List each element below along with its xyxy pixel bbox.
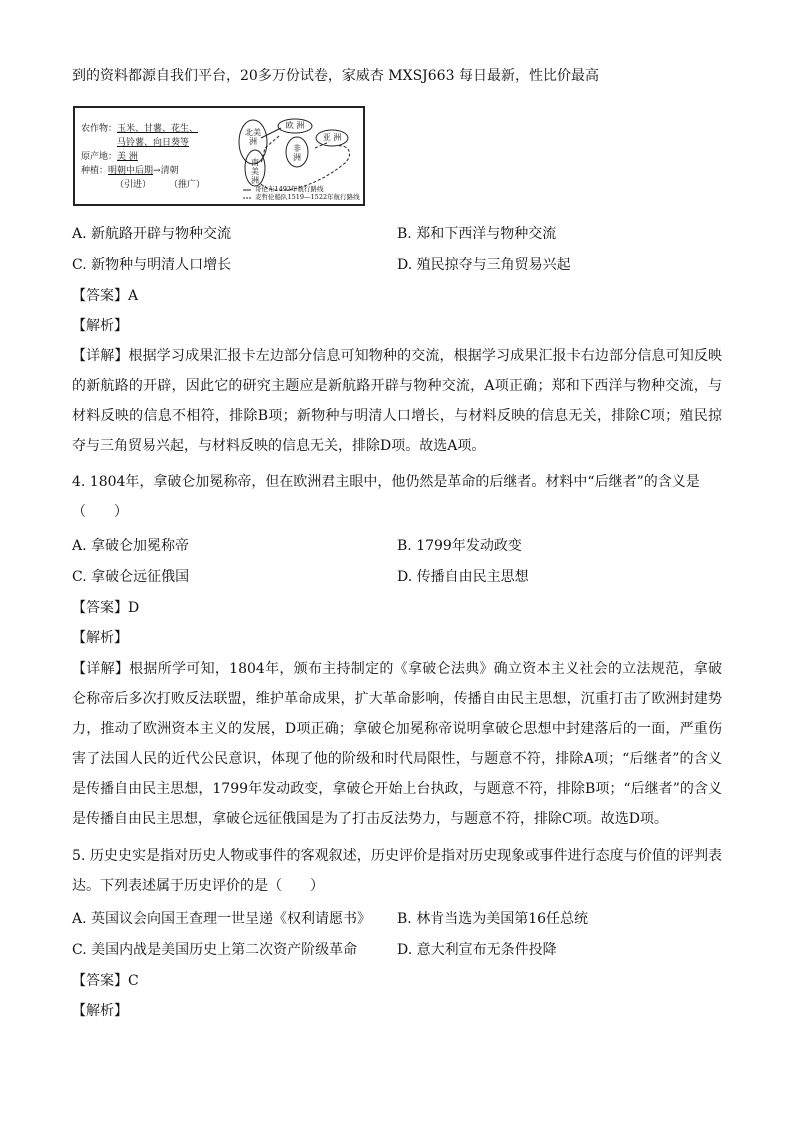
q3-option-c: C. 新物种与明清人口增长 (72, 257, 232, 273)
q5-option-a: A. 英国议会向国王查理一世呈递《权利请愿书》 (72, 911, 372, 927)
q3-option-a: A. 新航路开辟与物种交流 (72, 226, 232, 242)
node-europe: 欧 洲 (285, 121, 305, 130)
crops-line2: 马铃薯、向日葵等 (117, 138, 190, 148)
q4-option-a: A. 拿破仑加冕称帝 (72, 538, 190, 554)
q4-stem (72, 467, 722, 527)
q5-option-d: D. 意大利宣布无条件投降 (397, 942, 557, 958)
q4-analysis-label: 【解析】 (72, 630, 128, 646)
q5-analysis-label: 【解析】 (72, 1003, 128, 1019)
legend-columbus: 哥伦布1492年航行路线 (255, 185, 324, 193)
q5-option-b: B. 林肯当选为美国第16任总统 (397, 911, 589, 927)
plant-note2: （推广） (173, 180, 206, 190)
q5-option-c: C. 美国内战是美国历史上第二次资产阶级革命 (72, 942, 358, 958)
q4-option-b: B. 1799年发动政变 (397, 538, 522, 554)
q3-answer: 【答案】A (72, 288, 139, 304)
q5-answer: 【答案】C (72, 973, 139, 989)
map-legend (255, 185, 360, 201)
q4-answer: 【答案】D (72, 600, 140, 616)
node-asia: 亚 洲 (322, 133, 342, 142)
legend-magellan: 麦哲伦船队1519—1522年航行路线 (255, 193, 360, 201)
q4-stem-line2: （ ） (72, 504, 128, 520)
q3-detail: 【详解】根据学习成果汇报卡左边部分信息可知物种的交流，根据学习成果汇报卡右边部分信息可知反映的新航路的开辟，因此它的研究主题应是新航路开辟与物种交流，A项正确；郑和下西洋与物种交流，与材料反映的信息不相符，排除B项；新物种与明清人口增长，与材料反映的信息无关，排除C项；殖民掠夺与三角贸易兴起，与材料反映的信息无关，排除D项。故选A项。 (72, 348, 722, 454)
origin-label: 原产地： (81, 152, 118, 162)
header-line: 到的资料都源自我们平台，20多万份试卷，家威杏 MXSJ663 每日最新，性比价最高 (72, 68, 599, 84)
q4-option-d: D. 传播自由民主思想 (397, 569, 529, 585)
q4-detail: 【详解】根据所学可知，1804年，颁布主持制定的《拿破仑法典》确立资本主义社会的立法规范，拿破仑称帝后多次打败反法联盟，维护革命成果，扩大革命影响，传播自由民主思想，沉重打击了欧洲封建势力，推动了欧洲资本主义的发展，D项正确；拿破仑加冕称帝说明拿破仑思想中封建落后的一面，严重伤害了法国人民的近代公民意识，体现了他的阶级和时代局限性，与题意不符，排除A项；“后继者”的含义是传播自由民主思想，1799年发动政变，拿破仑开始上台执政，与题意不符，排除B项；“后继者”的含义是传播自由民主思想，拿破仑远征俄国是为了打击反法势力，与题意不符，排除C项。故选D项。 (72, 661, 722, 827)
q3-option-b: B. 郑和下西洋与物种交流 (397, 226, 557, 242)
plant-label: 种植： (81, 166, 109, 176)
q3-option-d: D. 殖民掠夺与三角贸易兴起 (397, 257, 571, 273)
node-north-america: 北美洲 (245, 128, 261, 146)
q4-option-c: C. 拿破仑远征俄国 (72, 569, 190, 585)
node-africa: 非 洲 (293, 144, 301, 162)
crops-line1: 玉米、甘薯、花生、 (117, 124, 199, 134)
report-card-figure (73, 106, 365, 206)
plant-note1: （引进） (115, 180, 147, 190)
plant-to: 清朝 (160, 166, 179, 176)
magellan-route-2 (261, 146, 350, 191)
node-south-america: 南美洲 (251, 158, 259, 185)
plant-arrow: → (153, 166, 161, 176)
magellan-route-3 (315, 142, 329, 148)
q4-stem-line1: 4. 1804年，拿破仑加冕称帝，但在欧洲君主眼中，他仍然是革命的后继者。材料中“后继者”的含义是 (72, 474, 700, 490)
crops-label: 农作物： (81, 124, 118, 134)
q3-analysis-label: 【解析】 (72, 318, 128, 334)
origin-value: 美 洲 (117, 152, 138, 162)
plant-from: 明朝中后期 (108, 166, 154, 176)
q5-stem: 5. 历史史实是指对历史人物或事件的客观叙述，历史评价是指对历史现象或事件进行态度与价值的评判表达。下列表述属于历史评价的是（ ） (72, 848, 722, 894)
